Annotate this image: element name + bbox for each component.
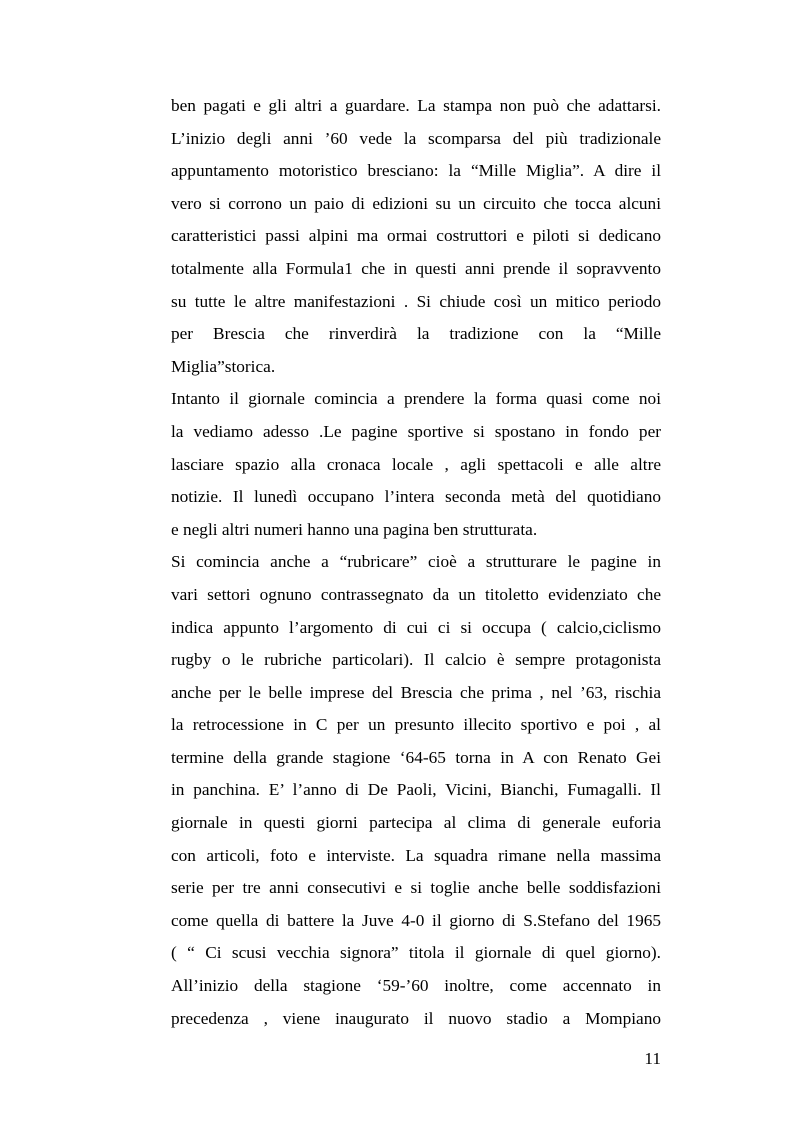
- text-line: termine della grande stagione ‘64-65 torna in A con Renato Gei: [171, 747, 661, 767]
- text-line: per Brescia che rinverdirà la tradizione con la “Mille: [171, 324, 661, 344]
- text-line: ben pagati e gli altri a guardare. La stampa non può che adattarsi.: [171, 96, 661, 115]
- text-line: ( “ Ci scusi vecchia signora” titola il giornale di quel giorno).: [171, 943, 661, 963]
- text-line: rugby o le rubriche particolari). Il calcio è sempre protagonista: [171, 650, 661, 670]
- text-line: la retrocessione in C per un presunto illecito sportivo e poi , al: [171, 715, 661, 735]
- text-line: appuntamento motoristico bresciano: la “Mille Miglia”. A dire il: [171, 161, 661, 181]
- text-line: giornale in questi giorni partecipa al clima di generale euforia: [171, 813, 661, 833]
- text-line: totalmente alla Formula1 che in questi anni prende il sopravvento: [171, 258, 661, 278]
- text-line: come quella di battere la Juve 4-0 il giorno di S.Stefano del 1965: [171, 910, 661, 930]
- text-line: la vediamo adesso .Le pagine sportive si spostano in fondo per: [171, 421, 661, 441]
- text-line: su tutte le altre manifestazioni . Si chiude così un mitico periodo: [171, 291, 661, 311]
- text-line: L’inizio degli anni ’60 vede la scomparsa del più tradizionale: [171, 128, 661, 148]
- text-line: vari settori ognuno contrassegnato da un titoletto evidenziato che: [171, 584, 661, 604]
- text-line: Miglia”storica.: [171, 356, 276, 376]
- text-line: anche per le belle imprese del Brescia che prima , nel ’63, rischia: [171, 682, 661, 702]
- text-line: in panchina. E’ l’anno di De Paoli, Vicini, Bianchi, Fumagalli. Il: [171, 780, 661, 800]
- page-number: 11: [644, 1049, 661, 1068]
- text-line: lasciare spazio alla cronaca locale , agli spettacoli e alle altre: [171, 454, 661, 474]
- text-line: caratteristici passi alpini ma ormai costruttori e piloti si dedicano: [171, 226, 661, 246]
- text-line: indica appunto l’argomento di cui ci si occupa ( calcio,ciclismo: [171, 617, 661, 637]
- text-line: serie per tre anni consecutivi e si toglie anche belle soddisfazioni: [171, 878, 661, 898]
- text-line: All’inizio della stagione ‘59-’60 inoltre, come accennato in: [171, 976, 661, 996]
- text-line: Intanto il giornale comincia a prendere la forma quasi come noi: [171, 389, 661, 409]
- text-line: Si comincia anche a “rubricare” cioè a strutturare le pagine in: [171, 552, 661, 572]
- text-line: con articoli, foto e interviste. La squadra rimane nella massima: [171, 845, 661, 865]
- text-line: vero si corrono un paio di edizioni su un circuito che tocca alcuni: [171, 193, 661, 213]
- text-line: notizie. Il lunedì occupano l’intera seconda metà del quotidiano: [171, 487, 661, 507]
- text-line: precedenza , viene inaugurato il nuovo stadio a Mompiano: [171, 1008, 661, 1028]
- body-text: [171, 90, 661, 1035]
- text-line: e negli altri numeri hanno una pagina ben strutturata.: [171, 519, 538, 539]
